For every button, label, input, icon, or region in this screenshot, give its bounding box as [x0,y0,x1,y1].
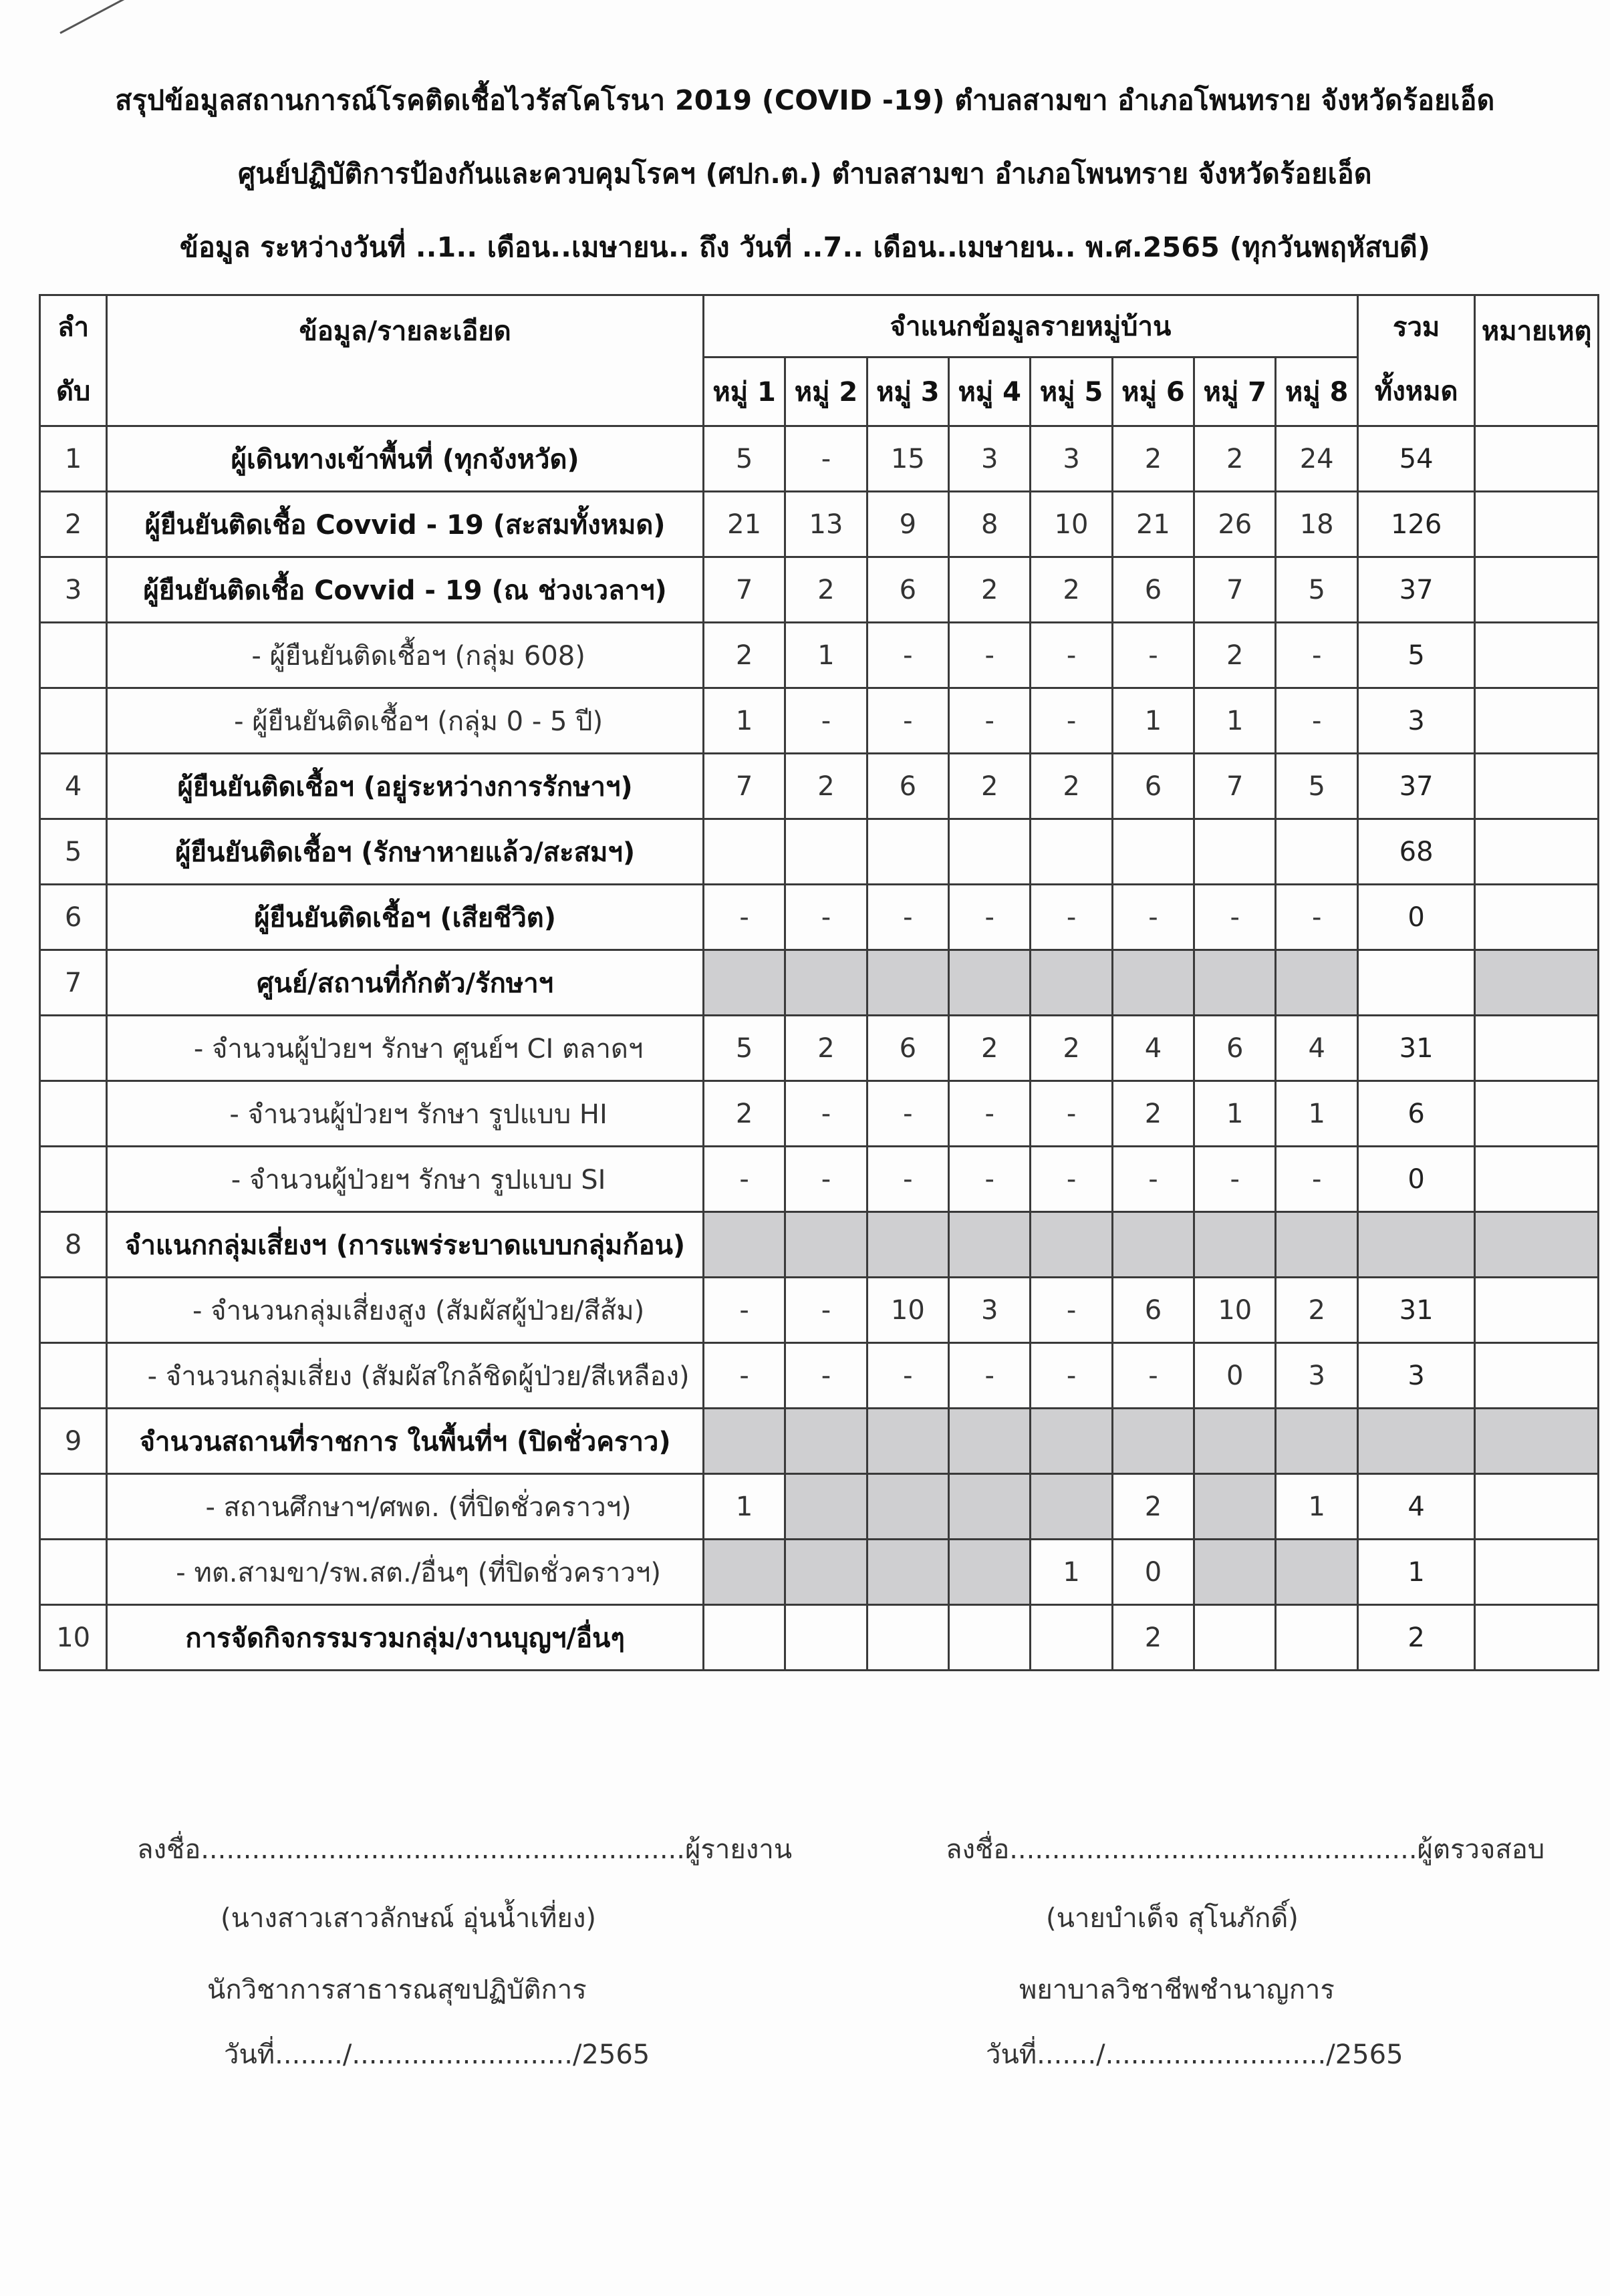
row-number [40,1147,107,1212]
row-number: 1 [40,426,107,492]
row-total-cell [1357,1409,1475,1474]
row-remark-cell [1475,1409,1599,1474]
table-row [40,1016,1599,1081]
village-value-cell: 2 [1031,1016,1112,1081]
row-total-cell: 37 [1357,754,1475,819]
village-value-cell: 5 [1276,754,1357,819]
village-value-cell: 7 [1194,557,1276,623]
col-no-header-top: ลำ [40,295,107,357]
village-value-cell [867,1605,948,1671]
row-remark-cell [1475,1212,1599,1278]
village-value-cell [703,950,785,1016]
village-value-cell: 2 [785,754,867,819]
row-remark-cell [1475,1147,1599,1212]
row-number [40,1343,107,1409]
village-value-cell [1194,1540,1276,1605]
village-value-cell: - [785,688,867,754]
village-value-cell: 6 [1112,754,1194,819]
row-total-cell: 0 [1357,885,1475,950]
row-remark-cell [1475,1081,1599,1147]
village-value-cell: - [1112,623,1194,688]
row-description: การจัดกิจกรรมรวมกลุ่ม/งานบุญฯ/อื่นๆ [107,1605,704,1671]
village-value-cell: - [703,1278,785,1343]
village-value-cell [1031,1409,1112,1474]
village-value-cell: 18 [1276,492,1357,557]
village-value-cell [785,1605,867,1671]
village-value-cell: 1 [1276,1474,1357,1540]
row-total-cell: 5 [1357,623,1475,688]
village-value-cell: - [949,623,1031,688]
row-remark-cell [1475,950,1599,1016]
village-value-cell: 1 [785,623,867,688]
row-remark-cell [1475,557,1599,623]
village-value-cell: 2 [949,754,1031,819]
row-total-cell: 54 [1357,426,1475,492]
row-total-cell: 3 [1357,688,1475,754]
village-value-cell: - [949,1147,1031,1212]
village-value-cell: 2 [1031,754,1112,819]
reviewer-date: วันที่......./........................../2565 [986,2039,1403,2070]
col-village-group-header: จำแนกข้อมูลรายหมู่บ้าน [703,295,1357,357]
row-description: - จำนวนกลุ่มเสี่ยง (สัมผัสใกล้ชิดผู้ป่วย/สีเหลือง) [107,1343,704,1409]
village-value-cell: 1 [1276,1081,1357,1147]
row-remark-cell [1475,426,1599,492]
col-village-header: หมู่ 4 [949,357,1031,426]
village-value-cell: - [1031,1278,1112,1343]
row-number: 3 [40,557,107,623]
village-value-cell [785,819,867,885]
village-value-cell [867,819,948,885]
village-value-cell [867,1474,948,1540]
row-description: ผู้ยืนยันติดเชื้อ Covvid - 19 (สะสมทั้งหมด) [107,492,704,557]
village-value-cell: - [1276,1147,1357,1212]
village-value-cell: 5 [703,1016,785,1081]
village-value-cell [1194,1212,1276,1278]
village-value-cell: - [1194,885,1276,950]
row-description: - จำนวนกลุ่มเสี่ยงสูง (สัมผัสผู้ป่วย/สีส้ม) [107,1278,704,1343]
row-number: 6 [40,885,107,950]
row-total-cell: 37 [1357,557,1475,623]
village-value-cell [1194,1474,1276,1540]
col-remark-header: หมายเหตุ [1475,295,1599,426]
table-row [40,1474,1599,1540]
village-value-cell: 1 [703,1474,785,1540]
village-value-cell: 15 [867,426,948,492]
col-total-header-top: รวม [1357,295,1475,357]
row-description: ผู้ยืนยันติดเชื้อฯ (อยู่ระหว่างการรักษาฯ) [107,754,704,819]
row-remark-cell [1475,688,1599,754]
village-value-cell: 5 [1276,557,1357,623]
village-value-cell [1194,950,1276,1016]
village-value-cell: - [867,1343,948,1409]
pen-mark [59,0,178,34]
table-row [40,819,1599,885]
report-period: ข้อมูล ระหว่างวันที่ ..1.. เดือน..เมษายน.. ถึง วันที่ ..7.. เดือน..เมษายน.. พ.ศ.2565 (ทุกวันพฤหัสบดี) [179,231,1431,263]
row-number: 4 [40,754,107,819]
village-value-cell: 2 [949,557,1031,623]
village-value-cell [1276,1540,1357,1605]
village-value-cell [785,950,867,1016]
table-row [40,1212,1599,1278]
col-desc-header: ข้อมูล/รายละเอียด [107,295,704,426]
village-value-cell: 10 [1194,1278,1276,1343]
village-value-cell: 10 [867,1278,948,1343]
village-value-cell: 10 [1031,492,1112,557]
village-value-cell: - [703,1147,785,1212]
village-value-cell: 6 [1194,1016,1276,1081]
village-value-cell: - [1031,1081,1112,1147]
row-total-cell: 4 [1357,1474,1475,1540]
village-value-cell: 3 [949,1278,1031,1343]
table-row [40,426,1599,492]
row-number [40,1081,107,1147]
village-value-cell [703,1409,785,1474]
village-value-cell: 4 [1276,1016,1357,1081]
reporter-sign-line: ลงชื่อ.........................................................ผู้รายงาน [137,1834,793,1865]
village-value-cell: - [867,1147,948,1212]
village-value-cell [785,1212,867,1278]
village-value-cell [949,1605,1031,1671]
village-value-cell [1194,819,1276,885]
table-row [40,623,1599,688]
row-number: 5 [40,819,107,885]
village-value-cell [703,1605,785,1671]
row-description: ศูนย์/สถานที่กักตัว/รักษาฯ [107,950,704,1016]
village-value-cell [1031,1605,1112,1671]
reporter-position: นักวิชาการสาธารณสุขปฏิบัติการ [207,1975,587,2005]
row-remark-cell [1475,754,1599,819]
village-value-cell: 3 [949,426,1031,492]
row-total-cell: 2 [1357,1605,1475,1671]
village-value-cell: 9 [867,492,948,557]
village-value-cell [867,950,948,1016]
row-total-cell: 1 [1357,1540,1475,1605]
village-value-cell: - [867,688,948,754]
row-remark-cell [1475,623,1599,688]
row-description: ผู้ยืนยันติดเชื้อฯ (เสียชีวิต) [107,885,704,950]
village-value-cell: 3 [1276,1343,1357,1409]
table-row [40,1343,1599,1409]
row-remark-cell [1475,1016,1599,1081]
row-remark-cell [1475,1278,1599,1343]
table-row [40,754,1599,819]
village-value-cell: - [1112,1147,1194,1212]
village-value-cell: - [1112,885,1194,950]
village-value-cell: - [1031,885,1112,950]
village-value-cell [1112,1212,1194,1278]
row-number: 8 [40,1212,107,1278]
village-value-cell [949,1474,1031,1540]
row-total-cell: 3 [1357,1343,1475,1409]
village-value-cell: 7 [1194,754,1276,819]
row-total-cell [1357,1212,1475,1278]
village-value-cell: 6 [1112,1278,1194,1343]
row-number: 9 [40,1409,107,1474]
reporter-name: (นางสาวเสาวลักษณ์ อุ่นน้ำเที่ยง) [221,1903,596,1934]
report-subtitle: ศูนย์ปฏิบัติการป้องกันและควบคุมโรคฯ (ศปก.ต.) ตำบลสามขา อำเภอโพนทราย จังหวัดร้อยเอ็ด [238,158,1372,190]
village-value-cell [1276,1409,1357,1474]
row-total-cell: 126 [1357,492,1475,557]
village-value-cell: - [1194,1147,1276,1212]
village-value-cell [703,1212,785,1278]
row-description: - สถานศึกษาฯ/ศพด. (ที่ปิดชั่วคราวฯ) [107,1474,704,1540]
col-village-header: หมู่ 2 [785,357,867,426]
row-description: จำแนกกลุ่มเสี่ยงฯ (การแพร่ระบาดแบบกลุ่มก้อน) [107,1212,704,1278]
village-value-cell: - [867,885,948,950]
village-value-cell: 1 [1194,1081,1276,1147]
row-total-cell: 31 [1357,1278,1475,1343]
row-remark-cell [1475,819,1599,885]
row-remark-cell [1475,492,1599,557]
row-number [40,688,107,754]
covid-summary-table [39,294,1599,1671]
village-value-cell [867,1212,948,1278]
col-village-header: หมู่ 8 [1276,357,1357,426]
village-value-cell [1276,819,1357,885]
village-value-cell: - [1031,1343,1112,1409]
village-value-cell: - [949,688,1031,754]
row-description: - จำนวนผู้ป่วยฯ รักษา รูปแบบ HI [107,1081,704,1147]
reviewer-name: (นายบำเด็จ สุโนภักดิ์) [1046,1903,1299,1934]
village-value-cell [785,1409,867,1474]
row-remark-cell [1475,885,1599,950]
table-row [40,885,1599,950]
village-value-cell: 0 [1194,1343,1276,1409]
village-value-cell: 6 [867,754,948,819]
village-value-cell [949,1212,1031,1278]
village-value-cell [1031,950,1112,1016]
village-value-cell: 2 [1112,1081,1194,1147]
village-value-cell: - [785,1343,867,1409]
village-value-cell [949,1409,1031,1474]
village-value-cell [1276,1605,1357,1671]
village-value-cell: 3 [1031,426,1112,492]
table-row [40,950,1599,1016]
row-total-cell: 0 [1357,1147,1475,1212]
village-value-cell [1276,950,1357,1016]
row-description: - จำนวนผู้ป่วยฯ รักษา ศูนย์ฯ CI ตลาดฯ [107,1016,704,1081]
row-description: ผู้เดินทางเข้าพื้นที่ (ทุกจังหวัด) [107,426,704,492]
village-value-cell: - [1276,623,1357,688]
village-value-cell [785,1540,867,1605]
village-value-cell [1194,1409,1276,1474]
row-description: - ผู้ยืนยันติดเชื้อฯ (กลุ่ม 0 - 5 ปี) [107,688,704,754]
village-value-cell: 1 [1031,1540,1112,1605]
row-remark-cell [1475,1343,1599,1409]
village-value-cell: 5 [703,426,785,492]
row-description: ผู้ยืนยันติดเชื้อ Covvid - 19 (ณ ช่วงเวลาฯ) [107,557,704,623]
table-row [40,1147,1599,1212]
table-row [40,492,1599,557]
row-number [40,623,107,688]
row-description: - ทต.สามขา/รพ.สต./อื่นๆ (ที่ปิดชั่วคราวฯ) [107,1540,704,1605]
village-value-cell: - [949,885,1031,950]
row-description: ผู้ยืนยันติดเชื้อฯ (รักษาหายแล้ว/สะสมฯ) [107,819,704,885]
col-village-header: หมู่ 6 [1112,357,1194,426]
row-number: 10 [40,1605,107,1671]
village-value-cell: 1 [1112,688,1194,754]
row-remark-cell [1475,1540,1599,1605]
village-value-cell: 7 [703,557,785,623]
row-total-cell [1357,950,1475,1016]
village-value-cell: - [1276,688,1357,754]
village-value-cell: 6 [867,1016,948,1081]
row-description: - ผู้ยืนยันติดเชื้อฯ (กลุ่ม 608) [107,623,704,688]
village-value-cell: - [785,1081,867,1147]
village-value-cell: - [1276,885,1357,950]
village-value-cell: - [785,1147,867,1212]
village-value-cell [703,819,785,885]
village-value-cell: - [785,1278,867,1343]
village-value-cell: 6 [867,557,948,623]
village-value-cell: 2 [703,623,785,688]
row-number [40,1278,107,1343]
col-village-header: หมู่ 3 [867,357,948,426]
village-value-cell [867,1540,948,1605]
col-village-header: หมู่ 5 [1031,357,1112,426]
row-total-cell: 68 [1357,819,1475,885]
table-row [40,1081,1599,1147]
village-value-cell [1112,1409,1194,1474]
village-value-cell: - [703,1343,785,1409]
table-row [40,1540,1599,1605]
table-row [40,1278,1599,1343]
village-value-cell: 2 [1194,623,1276,688]
village-value-cell: 2 [1112,1474,1194,1540]
village-value-cell: - [949,1343,1031,1409]
village-value-cell: 2 [1276,1278,1357,1343]
table-row [40,688,1599,754]
village-value-cell: 2 [1031,557,1112,623]
village-value-cell [1194,1605,1276,1671]
table-row [40,1605,1599,1671]
row-number [40,1016,107,1081]
village-value-cell: 6 [1112,557,1194,623]
row-description: จำนวนสถานที่ราชการ ในพื้นที่ฯ (ปิดชั่วคราว) [107,1409,704,1474]
village-value-cell [1112,819,1194,885]
village-value-cell: 2 [1112,1605,1194,1671]
village-value-cell: 2 [785,557,867,623]
row-number: 7 [40,950,107,1016]
row-remark-cell [1475,1605,1599,1671]
row-number: 2 [40,492,107,557]
village-value-cell [1276,1212,1357,1278]
report-title: สรุปข้อมูลสถานการณ์โรคติดเชื้อไวรัสโคโรนา 2019 (COVID -19) ตำบลสามขา อำเภอโพนทราย จังหวัดร้อยเอ็ด [115,84,1495,116]
village-value-cell: 7 [703,754,785,819]
village-value-cell: - [1031,688,1112,754]
village-value-cell [949,1540,1031,1605]
village-value-cell [949,950,1031,1016]
village-value-cell: 21 [703,492,785,557]
village-value-cell: 1 [703,688,785,754]
village-value-cell: - [867,623,948,688]
village-value-cell [867,1409,948,1474]
col-village-header: หมู่ 1 [703,357,785,426]
col-village-header: หมู่ 7 [1194,357,1276,426]
village-value-cell [1112,950,1194,1016]
village-value-cell: 2 [703,1081,785,1147]
village-value-cell: 0 [1112,1540,1194,1605]
row-total-cell: 31 [1357,1016,1475,1081]
table-row [40,557,1599,623]
village-value-cell [1031,819,1112,885]
reviewer-position: พยาบาลวิชาชีพชำนาญการ [1019,1975,1335,2005]
village-value-cell [1031,1212,1112,1278]
village-value-cell: 13 [785,492,867,557]
col-total-header-bottom: ทั้งหมด [1357,357,1475,426]
village-value-cell: - [1031,1147,1112,1212]
row-number [40,1474,107,1540]
row-number [40,1540,107,1605]
reviewer-sign-line: ลงชื่อ................................................ผู้ตรวจสอบ [946,1834,1545,1865]
village-value-cell: 2 [785,1016,867,1081]
village-value-cell: 4 [1112,1016,1194,1081]
row-total-cell: 6 [1357,1081,1475,1147]
village-value-cell: - [1031,623,1112,688]
village-value-cell: - [785,885,867,950]
village-value-cell [703,1540,785,1605]
village-value-cell: 2 [949,1016,1031,1081]
village-value-cell: 24 [1276,426,1357,492]
reporter-date: วันที่......../........................../2565 [224,2039,650,2070]
village-value-cell [1031,1474,1112,1540]
village-value-cell: - [703,885,785,950]
village-value-cell: - [785,426,867,492]
village-value-cell: - [1112,1343,1194,1409]
village-value-cell: 1 [1194,688,1276,754]
village-value-cell [785,1474,867,1540]
village-value-cell: 21 [1112,492,1194,557]
table-row [40,1409,1599,1474]
village-value-cell: - [949,1081,1031,1147]
village-value-cell: - [867,1081,948,1147]
row-description: - จำนวนผู้ป่วยฯ รักษา รูปแบบ SI [107,1147,704,1212]
village-value-cell: 8 [949,492,1031,557]
village-value-cell: 2 [1194,426,1276,492]
col-no-header-bottom: ดับ [40,357,107,426]
village-value-cell [949,819,1031,885]
row-remark-cell [1475,1474,1599,1540]
village-value-cell: 2 [1112,426,1194,492]
village-value-cell: 26 [1194,492,1276,557]
